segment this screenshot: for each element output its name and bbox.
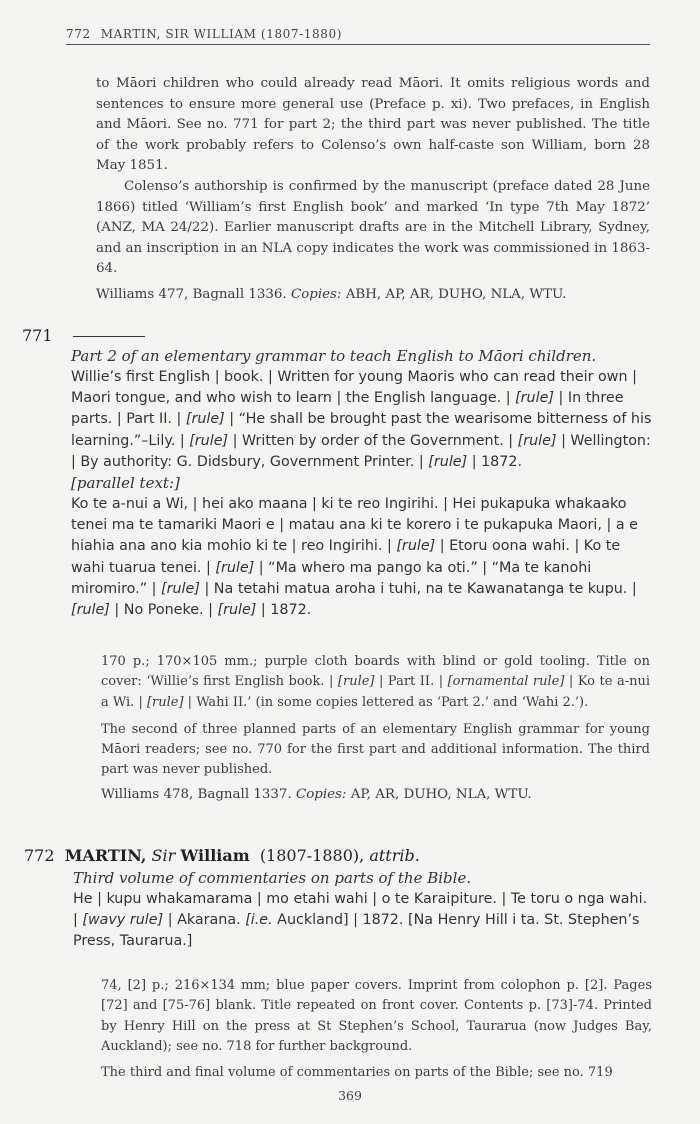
entry-772-note: The third and final volume of commentaries on parts of the Bible; see no. 719 bbox=[101, 1065, 613, 1081]
entry-772-notes bbox=[101, 976, 652, 1083]
entry-771-heading bbox=[22, 326, 145, 345]
entry-770-para-2: Colenso’s authorship is confirmed by the manuscript (preface dated 28 June 1866) titled ‘William’s first English book’ and marked ‘In type 7th May 1872’ (ANZ, MA 24/22). Earlier manuscript drafts are in the Mitchell Library, Sydney, and an inscription in an NLA copy indicates the work was commissioned in 1863-64. bbox=[96, 178, 650, 277]
parallel-text-5: | No Poneke. | bbox=[109, 602, 218, 619]
running-head bbox=[66, 27, 650, 45]
ie-marker: [i.e. bbox=[245, 912, 273, 929]
folio-page-number: 369 bbox=[338, 1088, 362, 1103]
entry-771-notes bbox=[101, 652, 650, 805]
title-text-6: | 1872. bbox=[467, 453, 523, 470]
title-text-1: Willie’s first English | book. | Written for young Maoris who can read their own | Maori tongue, and who wish to learn | the English language. | bbox=[71, 369, 637, 407]
entry-771-references bbox=[101, 785, 650, 805]
parallel-text-4: | Na tetahi matua aroha i tuhi, na te Kawanatanga te kupu. | bbox=[199, 580, 637, 597]
rule-marker: [rule] bbox=[71, 602, 110, 619]
rule-marker: [rule] bbox=[146, 694, 184, 710]
entry-771-body bbox=[71, 346, 652, 621]
title-text-2: | Akarana. bbox=[163, 912, 246, 929]
entry-772-description-title: Third volume of commentaries on parts of the Bible. bbox=[73, 869, 472, 887]
entry-771-number: 771 bbox=[22, 326, 53, 345]
collation-text-1: 170 p.; 170×105 mm.; purple cloth boards with blind or gold tooling. Title on cover: ‘Willie’s first English book. | bbox=[101, 654, 650, 690]
parallel-text-6: | 1872. bbox=[256, 602, 312, 619]
entry-771-collation bbox=[101, 652, 650, 713]
rule-marker: [rule] bbox=[185, 411, 225, 428]
title-text-2: | In three parts. | Part II. | bbox=[71, 390, 624, 428]
entry-771-description-title: Part 2 of an elementary grammar to teach English to Māori children. bbox=[71, 347, 597, 365]
author-forename: William bbox=[180, 846, 250, 865]
running-head-page-number: 772 bbox=[66, 27, 91, 41]
entry-772-body bbox=[73, 868, 653, 953]
attribution: attrib. bbox=[369, 846, 420, 865]
rule-marker: [rule] bbox=[396, 538, 436, 555]
entry-770-para-1: to Māori children who could already read Māori. It omits religious words and sentences to ensure more general use (Preface p. xi). Two prefaces, in English and Māori. See no. 771 for part 2; the third part was never published. The title of the work probably refers to Colenso’s own half-caste son William, born 28 May 1851. bbox=[96, 76, 650, 174]
author-dates: (1807-1880), bbox=[259, 846, 365, 865]
entry-771-bibliography: Williams 478, Bagnall 1337. bbox=[101, 786, 292, 802]
rule-marker: [rule] bbox=[428, 453, 468, 470]
collation-text-3: | Ko te a-nui a Wi. | bbox=[101, 674, 650, 710]
entry-771-parallel-text bbox=[71, 494, 652, 621]
parallel-text-label: [parallel text:] bbox=[71, 474, 180, 493]
ornamental-rule-marker: [ornamental rule] bbox=[447, 674, 565, 690]
rule-marker: [rule] bbox=[217, 602, 257, 619]
rule-marker: [rule] bbox=[161, 580, 200, 597]
wavy-rule-marker: [wavy rule] bbox=[82, 912, 164, 929]
entry-771-copies: AP, AR, DUHO, NLA, WTU. bbox=[350, 786, 532, 802]
ditto-rule bbox=[73, 336, 145, 337]
title-text-3: Auckland] | 1872. [Na Henry Hill i ta. St. Stephen’s Press, Taurarua.] bbox=[73, 912, 640, 950]
title-text-4: | Written by order of the Government. | bbox=[228, 432, 518, 449]
title-text-1: He | kupu whakamarama | mo etahi wahi | o te Karaipiture. | Te toru o nga wahi. | bbox=[73, 891, 648, 929]
title-text-5: | Wellington: | By authority: G. Didsbury, Government Printer. | bbox=[71, 432, 651, 470]
entry-770-bibliography: Williams 477, Bagnall 1336. bbox=[96, 286, 287, 302]
entry-772-title-transcription bbox=[73, 889, 653, 953]
entry-770-references bbox=[96, 285, 650, 305]
rule-marker: [rule] bbox=[337, 674, 375, 690]
parallel-text-2: | Etoru oona wahi. | Ko te wahi tuarua tenei. | bbox=[71, 538, 621, 576]
entry-772-collation: 74, [2] p.; 216×134 mm; blue paper covers. Imprint from colophon p. [2]. Pages [72] and [75-76] blank. Title repeated on front cover. Contents p. [73]-74. Printed by Henry Hill on the press at St Stephen’s School, Taurarua (now Judges Bay, Auckland); see no. 718 for further background. bbox=[101, 978, 652, 1054]
rule-marker: [rule] bbox=[215, 559, 255, 576]
entry-771-copies-label: Copies: bbox=[295, 786, 347, 802]
collation-text-4: | Wahi II.’ (in some copies lettered as ‘Part 2.’ and ‘Wahi 2.’). bbox=[183, 694, 589, 710]
entry-772-number: 772 bbox=[24, 846, 55, 865]
entry-770-copies: ABH, AP, AR, DUHO, NLA, WTU. bbox=[345, 286, 567, 302]
rule-marker: [rule] bbox=[189, 432, 229, 449]
entry-770-copies-label: Copies: bbox=[290, 286, 342, 302]
rule-marker: [rule] bbox=[515, 390, 554, 407]
title-text-3: | “He shall be brought past the wearisome bitterness of his learning.”–Lily. | bbox=[71, 411, 652, 449]
entry-772-heading bbox=[24, 846, 420, 865]
parallel-text-3: | “Ma whero ma pango ka oti.” | “Ma te kanohi miromiro.” | bbox=[71, 559, 592, 597]
running-head-title: MARTIN, SIR WILLIAM (1807-1880) bbox=[100, 27, 343, 41]
collation-text-2: | Part II. | bbox=[374, 674, 448, 690]
rule-marker: [rule] bbox=[517, 432, 557, 449]
entry-771-note: The second of three planned parts of an elementary English grammar for young Māori readers; see no. 770 for the first part and additional information. The third part was never published. bbox=[101, 721, 650, 778]
parallel-text-1: Ko te a-nui a Wi, | hei ako maana | ki te reo Ingirihi. | Hei pukapuka whakaako tenei ma te tamariki Maori e | matau ana ki te korero i te pukapuka Maori, | a e hiahia ana ano kia mohio ki te | reo Ingirihi. | bbox=[71, 496, 638, 555]
author-surname: MARTIN, bbox=[64, 846, 147, 865]
entry-770-continuation bbox=[96, 74, 650, 305]
author-honorific: Sir bbox=[151, 846, 176, 865]
entry-771-title-transcription bbox=[71, 367, 652, 473]
